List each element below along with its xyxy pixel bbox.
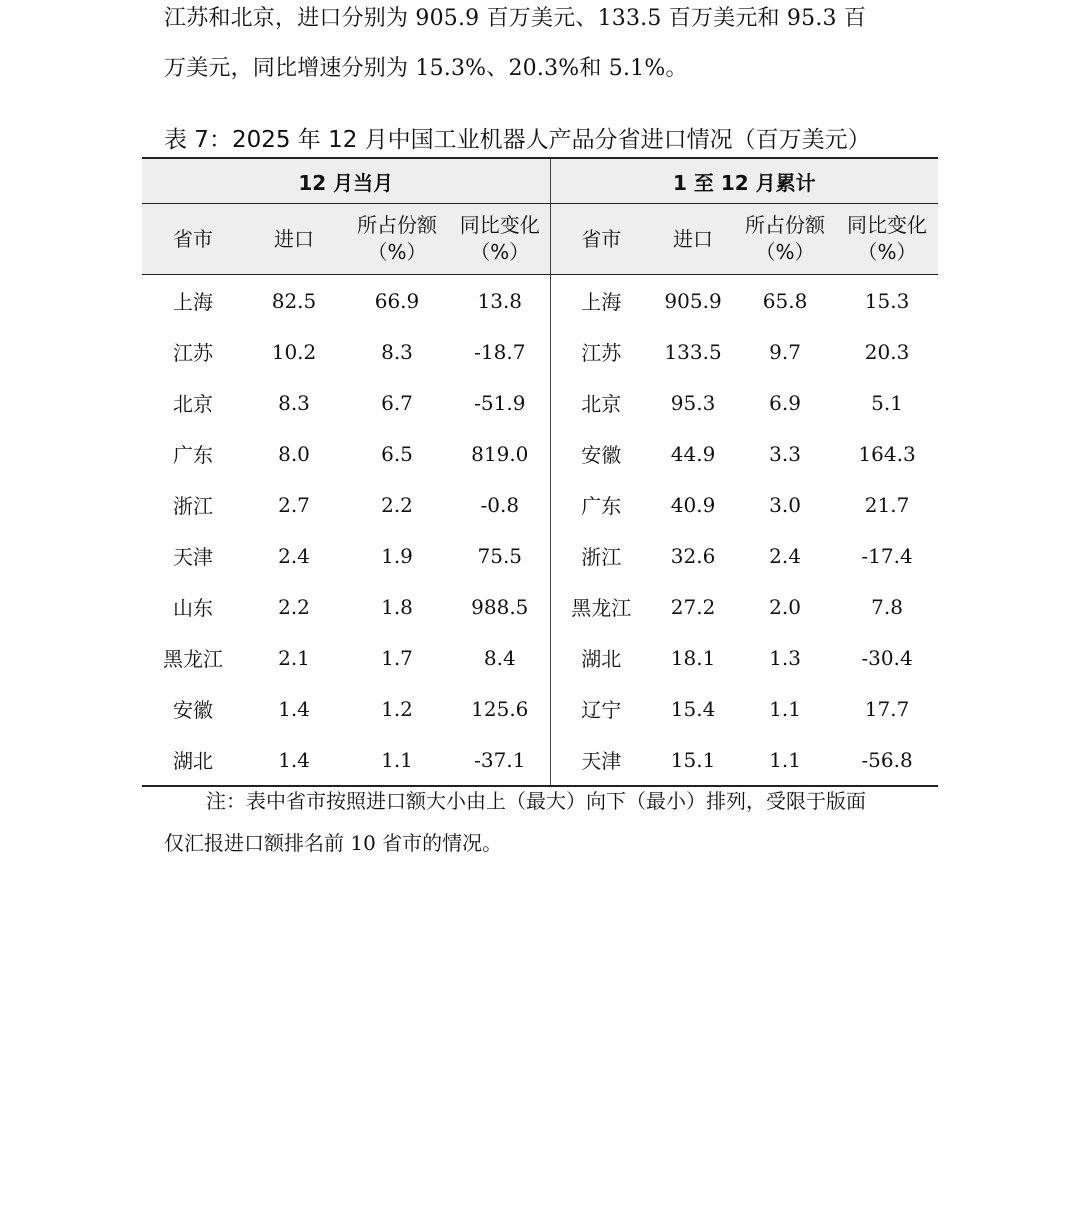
left-yoy-cell: -18.7: [474, 339, 526, 364]
left-share-cell: 1.1: [344, 734, 450, 786]
right-province-cell: 安徽: [550, 428, 652, 479]
left-province-cell: 山东: [173, 596, 213, 620]
right-province-cell: 天津: [550, 734, 652, 786]
right-province-cell: 辽宁: [550, 683, 652, 734]
right-import-cell: 15.4: [670, 696, 716, 721]
table-row: [142, 683, 938, 734]
right-yoy-cell: 15.3: [864, 288, 910, 313]
left-import-cell: 8.0: [278, 441, 310, 466]
left-import-cell: 2.4: [278, 543, 310, 568]
header-import: 进口: [652, 204, 734, 275]
right-province-cell: 江苏: [550, 326, 652, 377]
left-province-cell: 黑龙江: [163, 647, 223, 671]
left-yoy-cell: 13.8: [477, 288, 523, 313]
right-import-cell: 32.6: [670, 543, 716, 568]
header-import: 进口: [244, 204, 344, 275]
paragraph-line-1: 江苏和北京，进口分别为 905.9 百万美元、133.5 百万美元和 95.3 百: [164, 6, 867, 31]
header-share: [344, 204, 450, 275]
right-province-cell: 北京: [550, 377, 652, 428]
left-province-cell: 天津: [173, 545, 213, 569]
left-yoy-cell: -0.8: [480, 492, 520, 517]
right-yoy-cell: 21.7: [864, 492, 910, 517]
left-import-cell: 82.5: [271, 288, 317, 313]
right-import-cell: 40.9: [670, 492, 716, 517]
left-import-cell: 2.2: [278, 594, 310, 619]
right-import-cell: 905.9: [664, 288, 722, 313]
header-share-label: 所占份额: [745, 213, 826, 237]
import-table: [142, 157, 938, 787]
paragraph-line-2: 万美元，同比增速分别为 15.3%、20.3%和 5.1%。: [164, 56, 688, 81]
right-yoy-cell: 5.1: [871, 390, 903, 415]
left-yoy-cell: -51.9: [474, 390, 526, 415]
left-province-cell: 湖北: [142, 734, 244, 786]
left-share-cell: 1.2: [381, 696, 413, 721]
left-yoy-cell: -37.1: [450, 734, 550, 786]
left-import-cell: 2.1: [278, 645, 310, 670]
left-province-cell: 浙江: [173, 494, 213, 518]
header-yoy: [450, 204, 550, 275]
table-row: [142, 326, 938, 377]
table-row: [142, 581, 938, 632]
note-line-1: 注：表中省市按照进口额大小由上（最大）向下（最小）排列，受限于版面: [206, 789, 866, 813]
right-import-cell: 15.1: [652, 734, 734, 786]
right-province-cell: 黑龙江: [550, 581, 652, 632]
left-yoy-cell: 819.0: [471, 441, 529, 466]
header-yoy: [836, 204, 938, 275]
left-yoy-cell: 125.6: [471, 696, 529, 721]
right-share-cell: 65.8: [762, 288, 808, 313]
left-share-cell: 8.3: [381, 339, 413, 364]
left-import-cell: 2.7: [278, 492, 310, 517]
table-body: [142, 275, 938, 787]
left-province-cell: 上海: [173, 290, 213, 314]
right-share-cell: 6.9: [769, 390, 801, 415]
left-share-cell: 6.5: [381, 441, 413, 466]
table-note: [164, 780, 924, 864]
right-import-cell: 133.5: [664, 339, 722, 364]
right-share-cell: 9.7: [769, 339, 801, 364]
left-yoy-cell: 8.4: [483, 645, 516, 670]
left-yoy-cell: 75.5: [477, 543, 523, 568]
group-header-december: 12 月当月: [142, 158, 550, 204]
header-yoy-label: 同比变化: [459, 213, 540, 237]
header-share-unit: （%）: [755, 240, 815, 264]
note-line-2: 仅汇报进口额排名前 10 省市的情况。: [164, 831, 503, 855]
right-share-cell: 3.3: [769, 441, 801, 466]
header-share-label: 所占份额: [357, 213, 437, 237]
left-import-cell: 1.4: [278, 696, 310, 721]
right-share-cell: 1.1: [734, 734, 836, 786]
table-row: [142, 734, 938, 786]
right-share-cell: 3.0: [769, 492, 801, 517]
right-province-cell: 上海: [550, 275, 652, 327]
table-row: [142, 632, 938, 683]
left-yoy-cell: 988.5: [471, 594, 529, 619]
left-share-cell: 1.7: [381, 645, 413, 670]
left-share-cell: 6.7: [381, 390, 413, 415]
left-share-cell: 2.2: [381, 492, 413, 517]
header-share-unit: （%）: [367, 240, 427, 264]
right-province-cell: 湖北: [550, 632, 652, 683]
table-row: [142, 479, 938, 530]
left-import-cell: 10.2: [271, 339, 317, 364]
table-row: [142, 377, 938, 428]
left-province-cell: 北京: [173, 392, 213, 416]
table-row: [142, 530, 938, 581]
header-share: [734, 204, 836, 275]
left-province-cell: 江苏: [173, 341, 213, 365]
right-yoy-cell: 17.7: [864, 696, 910, 721]
right-yoy-cell: 164.3: [858, 441, 916, 466]
right-yoy-cell: -56.8: [836, 734, 938, 786]
right-share-cell: 2.0: [769, 594, 801, 619]
header-yoy-label: 同比变化: [847, 213, 928, 237]
left-import-cell: 8.3: [278, 390, 310, 415]
left-import-cell: 1.4: [244, 734, 344, 786]
right-import-cell: 27.2: [670, 594, 716, 619]
left-province-cell: 广东: [173, 443, 213, 467]
body-paragraph: [164, 0, 924, 94]
right-import-cell: 18.1: [670, 645, 716, 670]
left-share-cell: 1.8: [381, 594, 413, 619]
right-share-cell: 1.3: [769, 645, 801, 670]
header-province: 省市: [142, 204, 244, 275]
group-header-cumulative: 1 至 12 月累计: [550, 158, 938, 204]
table-row: [142, 275, 938, 327]
header-province: 省市: [550, 204, 652, 275]
right-yoy-cell: -17.4: [861, 543, 913, 568]
left-share-cell: 1.9: [381, 543, 413, 568]
table-row: [142, 428, 938, 479]
right-province-cell: 浙江: [550, 530, 652, 581]
right-province-cell: 广东: [550, 479, 652, 530]
right-share-cell: 2.4: [769, 543, 801, 568]
right-yoy-cell: -30.4: [861, 645, 913, 670]
table-title: 表 7：2025 年 12 月中国工业机器人产品分省进口情况（百万美元）: [164, 127, 871, 153]
right-import-cell: 44.9: [670, 441, 716, 466]
left-share-cell: 66.9: [374, 288, 420, 313]
left-province-cell: 安徽: [173, 698, 213, 722]
right-yoy-cell: 7.8: [871, 594, 903, 619]
right-yoy-cell: 20.3: [864, 339, 910, 364]
right-share-cell: 1.1: [769, 696, 801, 721]
header-yoy-unit: （%）: [857, 240, 917, 264]
header-yoy-unit: （%）: [470, 240, 530, 264]
right-import-cell: 95.3: [670, 390, 716, 415]
